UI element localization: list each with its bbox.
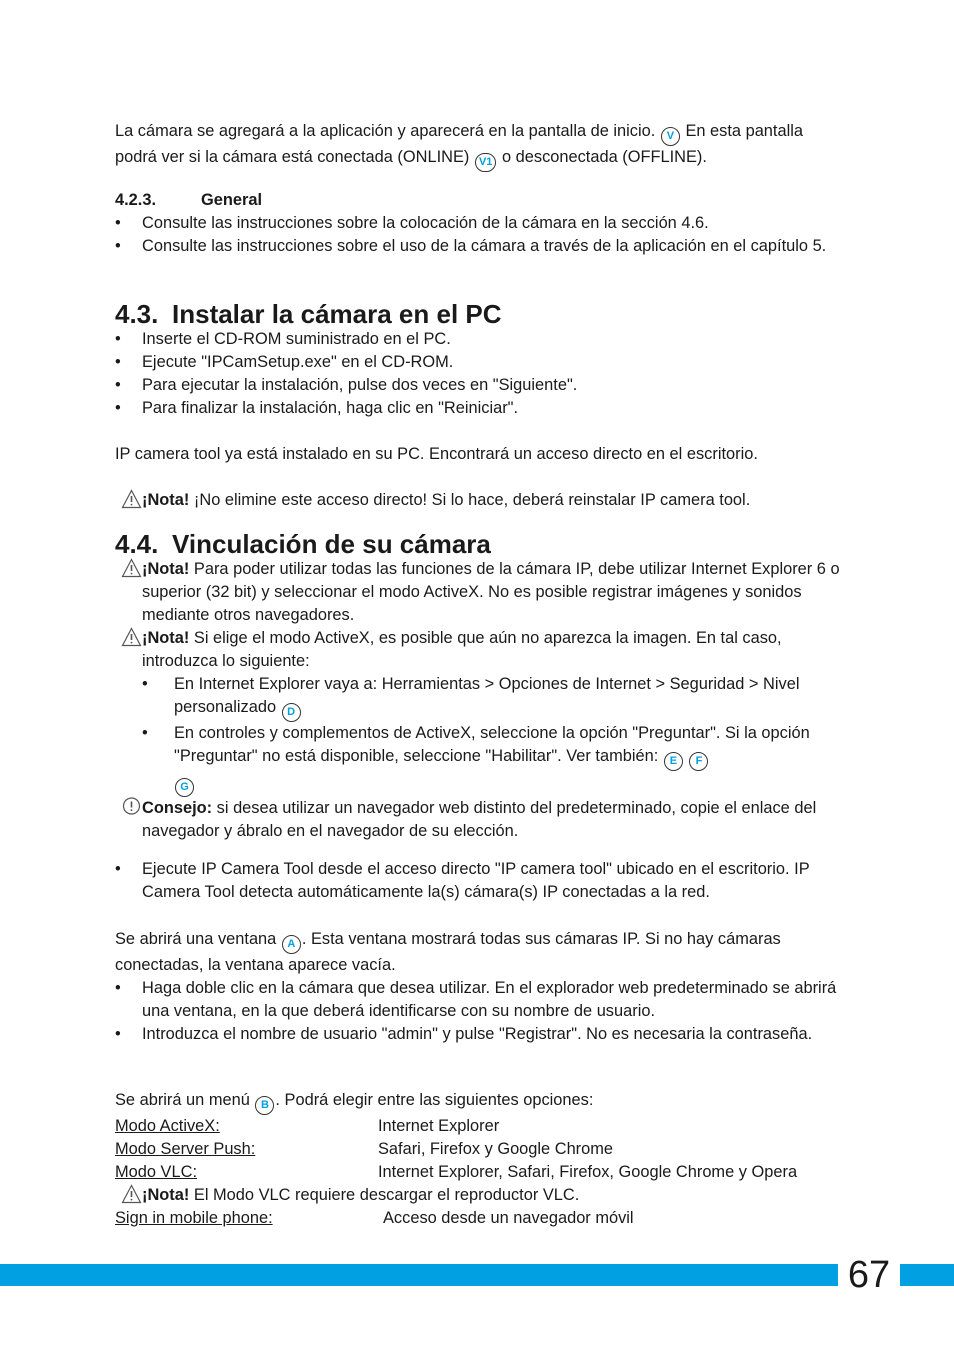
intro-paragraph (115, 120, 845, 172)
list-item-text: En controles y complementos de ActiveX, seleccione la opción "Preguntar". Si la opción "Preguntar" no está disponible, seleccione "Habilitar". Ver también: (174, 724, 810, 765)
note-vlc (115, 1184, 845, 1207)
section-title: Vinculación de su cámara (172, 529, 491, 559)
list-item: • Para ejecutar la instalación, pulse dos veces en "Siguiente". (115, 374, 845, 397)
list-item: • Haga doble clic en la cámara que desea utilizar. En el explorador web predeterminado se abrirá una ventana, en la que deberá identificarse con su nombre de usuario. (115, 977, 845, 1023)
mode-name: Modo VLC: (115, 1163, 197, 1181)
list-item: • Consulte las instrucciones sobre la colocación de la cámara en la sección 4.6. (115, 212, 845, 235)
list-item: • Introduzca el nombre de usuario "admin" y pulse "Registrar". No es necesaria la contraseña. (115, 1023, 845, 1046)
section-number: 4.3. (115, 299, 159, 329)
mode-row (115, 1138, 845, 1161)
note-text: El Modo VLC requiere descargar el reproductor VLC. (189, 1186, 580, 1204)
note-activex (115, 558, 845, 627)
callout-g: G (175, 778, 194, 797)
callout-e: E (664, 752, 683, 771)
callout-v1: V1 (475, 153, 496, 172)
mode-browsers: Internet Explorer (378, 1117, 500, 1135)
section-4-3-heading (115, 299, 502, 329)
list-item: • Ejecute IP Camera Tool desde el acceso directo "IP camera tool" ubicado en el escritorio. IP Camera Tool detecta automáticamente la(s) cámara(s) IP conectadas a la red. (115, 858, 845, 904)
paragraph-text: . Podrá elegir entre las siguientes opciones: (275, 1091, 594, 1109)
warning-icon (121, 558, 142, 578)
mode-row (115, 1207, 845, 1230)
callout-d: D (282, 703, 301, 722)
list-item (142, 722, 845, 797)
section-number: 4.2.3. (115, 191, 157, 209)
intro-text: La cámara se agregará a la aplicación y aparecerá en la pantalla de inicio. (115, 122, 656, 140)
list-item-text: En Internet Explorer vaya a: Herramientas > Opciones de Internet > Seguridad > Nivel personalizado (174, 675, 800, 716)
callout-v: V (661, 127, 680, 146)
sub-list (115, 673, 845, 797)
note-activex-image (115, 627, 845, 673)
section-number: 4.4. (115, 529, 159, 559)
list-item: • Consulte las instrucciones sobre el uso de la cámara a través de la aplicación en el capítulo 5. (115, 235, 845, 258)
warning-icon (121, 1184, 142, 1204)
section-4-2-3-heading (115, 189, 262, 212)
list-item: • Ejecute "IPCamSetup.exe" en el CD-ROM. (115, 351, 845, 374)
callout-f: F (689, 752, 708, 771)
menu-block (115, 1089, 845, 1230)
callout-b: B (255, 1096, 274, 1115)
list-item (142, 673, 845, 722)
note-text: ¡No elimine este acceso directo! Si lo hace, deberá reinstalar IP camera tool. (189, 491, 751, 509)
note-label: ¡Nota! (142, 1186, 190, 1204)
run-list (115, 858, 845, 904)
mode-row (115, 1161, 845, 1184)
section-title: General (201, 191, 263, 209)
warning-icon (121, 627, 142, 647)
section-4-4-notes (115, 558, 845, 843)
section-title: Instalar la cámara en el PC (172, 299, 502, 329)
mode-name: Modo ActiveX: (115, 1117, 220, 1135)
tip (115, 797, 845, 843)
paragraph-text: Se abrirá un menú (115, 1091, 250, 1109)
note-label: ¡Nota! (142, 491, 190, 509)
intro-text: o desconectada (OFFLINE). (497, 148, 707, 166)
page-number: 67 (847, 1254, 891, 1296)
tip-text: si desea utilizar un navegador web distinto del predeterminado, copie el enlace del navegador y ábralo en el navegador de su elección. (142, 799, 817, 840)
note-text: Para poder utilizar todas las funciones de la cámara IP, debe utilizar Internet Explorer 6 o superior (32 bit) y seleccionar el modo ActiveX. No es posible registrar imágenes y sonidos mediante otros navegadores. (142, 560, 840, 624)
window-paragraph (115, 928, 845, 1046)
note-label: ¡Nota! (142, 629, 190, 647)
mode-name: Modo Server Push: (115, 1140, 256, 1158)
section-4-3-paragraph (115, 443, 845, 466)
note-shortcut (115, 489, 845, 512)
paragraph-text: Se abrirá una ventana (115, 930, 277, 948)
paragraph-text: IP camera tool ya está instalado en su PC. Encontrará un acceso directo en el escritorio. (115, 445, 758, 463)
intro-text: En esta pantalla podrá ver si la cámara está conectada (ONLINE) (115, 122, 803, 166)
paragraph-text: . Esta ventana mostrará todas sus cámaras IP. Si no hay cámaras conectadas, la ventana aparece vacía. (115, 930, 781, 974)
mode-row (115, 1115, 845, 1138)
section-4-4-heading (115, 529, 491, 559)
mode-browsers: Acceso desde un navegador móvil (383, 1209, 634, 1227)
footer-bar-left (0, 1264, 838, 1286)
section-4-2-3-list (115, 212, 845, 258)
info-icon (121, 797, 142, 817)
note-label: ¡Nota! (142, 560, 190, 578)
tip-label: Consejo: (142, 799, 213, 817)
mode-browsers: Safari, Firefox y Google Chrome (378, 1140, 614, 1158)
section-4-3-list (115, 328, 845, 420)
footer-bar-right (900, 1264, 954, 1286)
mode-browsers: Internet Explorer, Safari, Firefox, Google Chrome y Opera (378, 1163, 798, 1181)
list-item: • Para finalizar la instalación, haga clic en "Reiniciar". (115, 397, 845, 420)
mode-name: Sign in mobile phone: (115, 1209, 273, 1227)
list-item: • Inserte el CD-ROM suministrado en el PC. (115, 328, 845, 351)
note-text: Si elige el modo ActiveX, es posible que aún no aparezca la imagen. En tal caso, introduzca lo siguiente: (142, 629, 782, 670)
warning-icon (121, 489, 142, 509)
callout-a: A (282, 935, 301, 954)
